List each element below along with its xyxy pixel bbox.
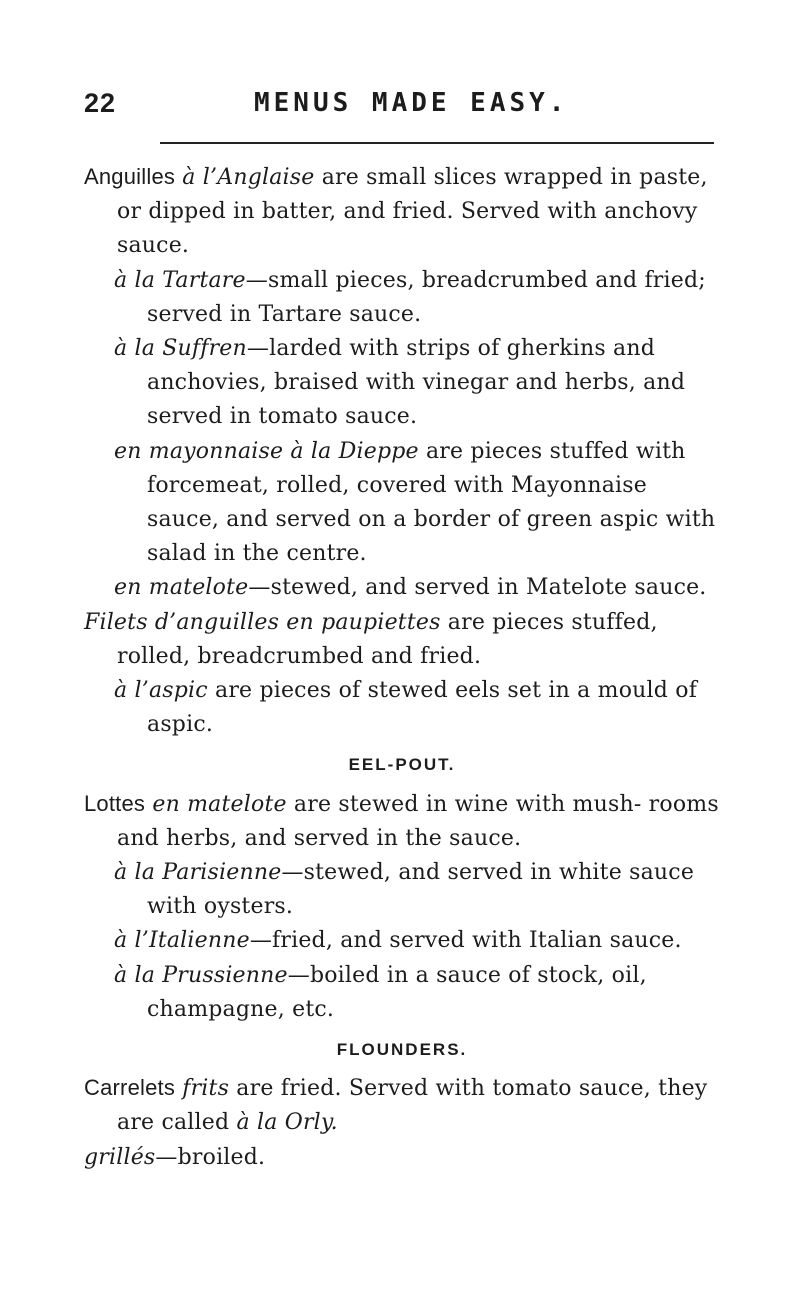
running-head: MENUS MADE EASY. (254, 88, 569, 118)
entry-grilles: grillés—broiled. (84, 1144, 266, 1170)
page-body (84, 160, 720, 1175)
entry-italienne: à l’Italienne—fried, and served with Italian sauce. (114, 928, 682, 954)
entry-carrelets-frits: Carrelets frits are fried. Served with tomato sauce, they are called à la Orly. (84, 1075, 708, 1136)
header-rule (160, 142, 714, 144)
section-heading-eel-pout: EEL-POUT. (348, 755, 456, 775)
entry-tartare: à la Tartare—small pieces, breadcrumbed and fried; served in Tartare sauce. (114, 267, 706, 327)
entry-mayonnaise-dieppe: en mayonnaise à la Dieppe are pieces stuffed with forcemeat, rolled, covered with Mayonnaise sauce, and served on a border of green aspic with salad in the centre. (114, 438, 716, 567)
page-header (84, 88, 716, 124)
page-number: 22 (84, 88, 117, 118)
entry-filets-paupiettes: Filets d’anguilles en paupiettes are pieces stuffed, rolled, breadcrumbed and fried. (84, 609, 658, 669)
entry-suffren: à la Suffren—larded with strips of gherkins and anchovies, braised with vinegar and herbs, and served in tomato sauce. (114, 336, 686, 430)
entry-matelote: en matelote—stewed, and served in Matelote sauce. (114, 575, 707, 601)
entry-prussienne: à la Prussienne—boiled in a sauce of stock, oil, champagne, etc. (114, 962, 647, 1022)
entry-parisienne: à la Parisienne—stewed, and served in white sauce with oysters. (114, 860, 695, 920)
entry-aspic: à l’aspic are pieces of stewed eels set in a mould of aspic. (114, 678, 698, 738)
section-heading-flounders: FLOUNDERS. (336, 1040, 468, 1060)
entry-lottes-matelote: Lottes en matelote are stewed in wine with mush- rooms and herbs, and served in the sauce. (84, 790, 719, 851)
entry-anguilles-anglaise: Anguilles à l’Anglaise are small slices wrapped in paste, or dipped in batter, and fried. Served with anchovy sauce. (84, 164, 708, 259)
